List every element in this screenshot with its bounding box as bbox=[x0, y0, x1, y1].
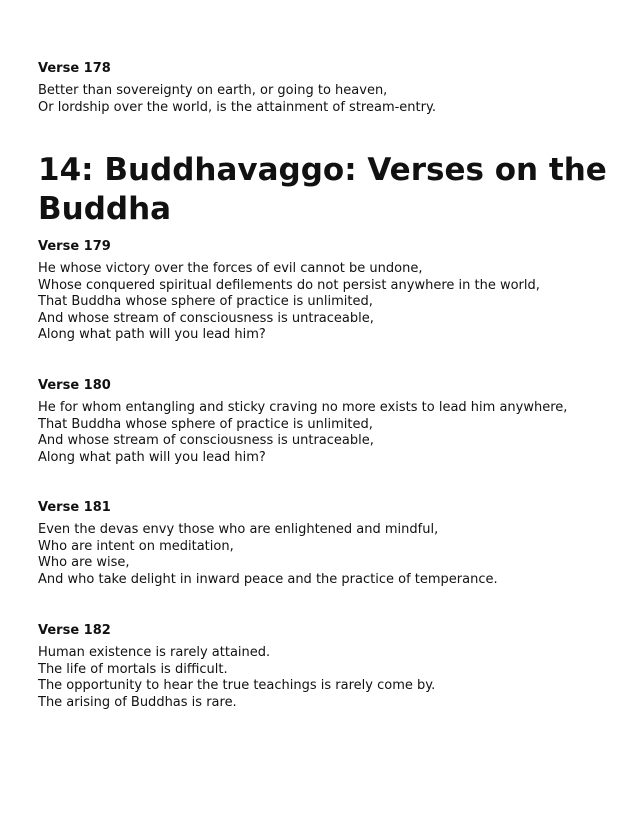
verse-line: And whose stream of consciousness is untraceable, bbox=[38, 310, 374, 326]
verse-line: Who are wise, bbox=[38, 555, 130, 570]
verse-line: Along what path will you lead him? bbox=[38, 327, 266, 342]
verse-181 bbox=[38, 500, 498, 588]
verse-text bbox=[38, 83, 436, 116]
verse-line: The life of mortals is difficult. bbox=[38, 661, 228, 677]
verse-line: The arising of Buddhas is rare. bbox=[38, 694, 237, 710]
verse-line: That Buddha whose sphere of practice is unlimited, bbox=[38, 294, 373, 309]
verse-text bbox=[38, 400, 567, 466]
verse-line: That Buddha whose sphere of practice is unlimited, bbox=[38, 416, 373, 432]
verse-line: Or lordship over the world, is the attainment of stream-entry. bbox=[38, 99, 436, 115]
verse-text bbox=[38, 261, 540, 344]
verse-heading: Verse 182 bbox=[38, 623, 111, 638]
verse-line: And who take delight in inward peace and the practice of temperance. bbox=[38, 571, 498, 587]
verse-heading: Verse 179 bbox=[38, 239, 111, 254]
verse-line: The opportunity to hear the true teachings is rarely come by. bbox=[38, 678, 436, 693]
verse-line: Better than sovereignty on earth, or going to heaven, bbox=[38, 83, 388, 98]
verse-line: Who are intent on meditation, bbox=[38, 538, 234, 554]
verse-180 bbox=[38, 378, 567, 466]
verse-179 bbox=[38, 239, 540, 344]
verse-line: Human existence is rarely attained. bbox=[38, 645, 271, 660]
verse-heading: Verse 180 bbox=[38, 378, 111, 393]
verse-178 bbox=[38, 61, 436, 116]
verse-heading: Verse 178 bbox=[38, 61, 111, 76]
verse-line: Whose conquered spiritual defilements do not persist anywhere in the world, bbox=[38, 277, 540, 293]
verse-line: Along what path will you lead him? bbox=[38, 449, 266, 465]
verse-line: He for whom entangling and sticky craving no more exists to lead him anywhere, bbox=[38, 400, 568, 415]
verse-heading: Verse 181 bbox=[38, 500, 111, 515]
verse-text bbox=[38, 522, 498, 588]
verse-line: He whose victory over the forces of evil cannot be undone, bbox=[38, 261, 423, 276]
verse-line: Even the devas envy those who are enlightened and mindful, bbox=[38, 522, 439, 537]
verse-182 bbox=[38, 623, 435, 711]
chapter-title: 14: Buddhavaggo: Verses on the Buddha bbox=[38, 152, 607, 227]
verse-line: And whose stream of consciousness is untraceable, bbox=[38, 433, 374, 448]
verse-text bbox=[38, 645, 435, 711]
